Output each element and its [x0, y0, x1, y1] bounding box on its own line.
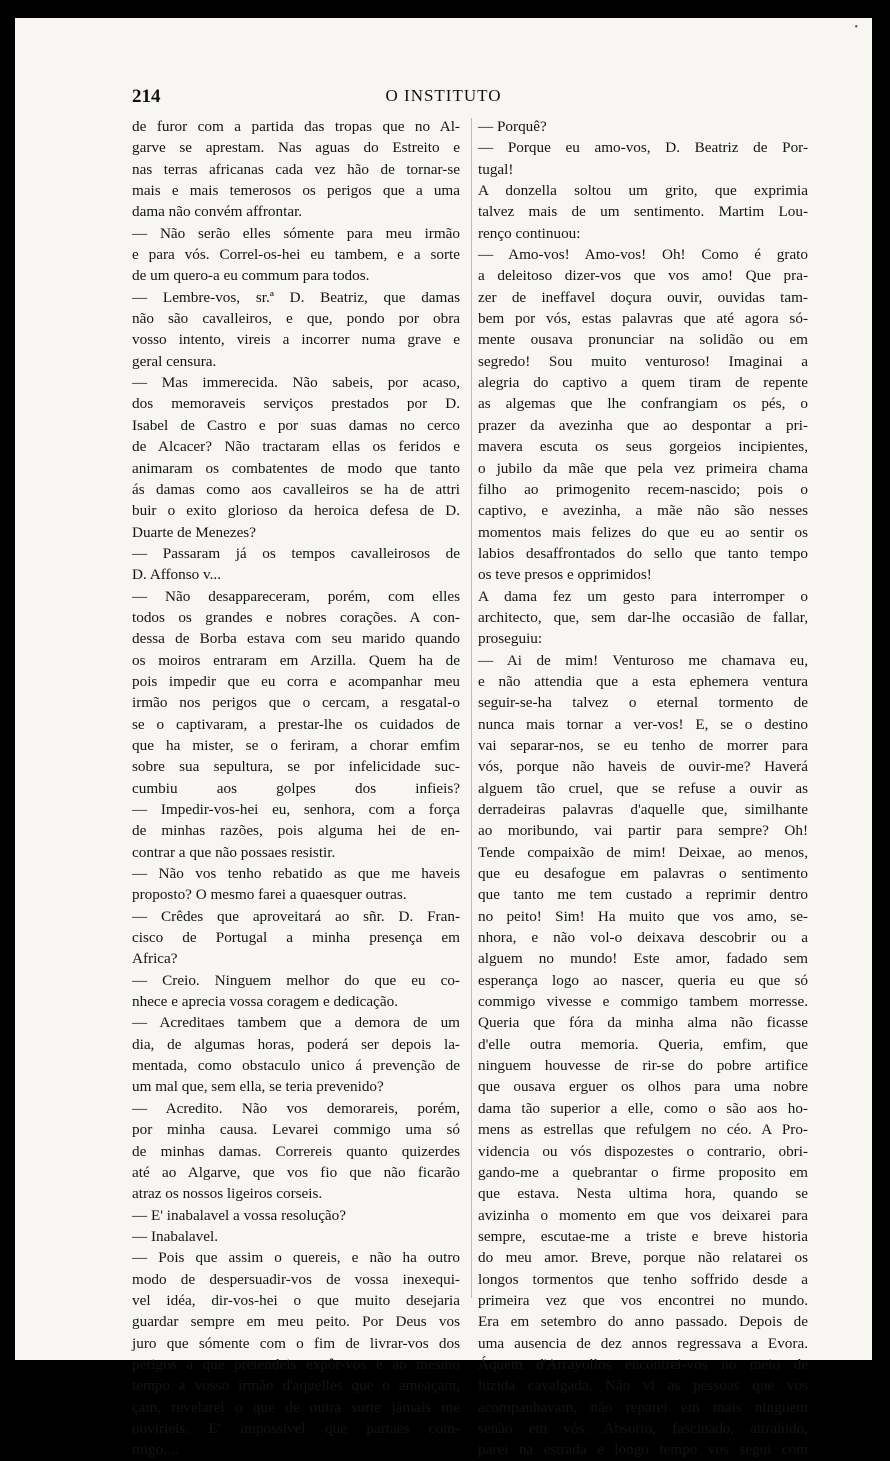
text-line: alguem no mundo! Este amor, fadado sem — [478, 950, 808, 968]
text-line: seguir-se-ha talvez o eternal tormento de — [478, 694, 808, 712]
text-line: se o captivaram, a prestar-lhe os cuidados de — [132, 715, 460, 733]
text-line: sobre sua sepultura, se por infelicidade suc- — [132, 758, 460, 776]
text-line: videncia ou vós dispozestes o contrario, obri- — [478, 1142, 808, 1160]
text-line: — Mas immerecida. Não sabeis, por acaso, — [132, 374, 460, 392]
text-line: que ha mister, se o feriram, a chorar emfim — [132, 736, 460, 754]
text-line: garve se aprestam. Nas aguas do Estreito e — [132, 139, 460, 157]
text-line: — Amo-vos! Amo-vos! Oh! Como é grato — [478, 246, 808, 264]
text-line: dama tão superior a elle, como o são aos ho- — [478, 1099, 808, 1117]
text-line: os moiros entraram em Arzilla. Quem ha de — [132, 651, 460, 669]
text-line: contrar a que não possaes resistir. — [132, 843, 336, 861]
text-line: ao moribundo, vai partir para sempre? Oh! — [478, 822, 808, 840]
text-line: irmão nos perigos que o cercam, a resgatal-o — [132, 694, 460, 712]
text-line: de um quero-a eu commum para todos. — [132, 267, 370, 285]
text-line: migo.... — [132, 1441, 179, 1459]
text-line: cisco de Portugal a minha presença em — [132, 929, 460, 947]
text-line: vós, porque não haveis de ouvir-me? Haverá — [478, 758, 808, 776]
text-line: — Passaram já os tempos cavalleirosos de — [132, 544, 460, 562]
text-line: não são cavalleiros, e que, pondo por obra — [132, 310, 460, 328]
text-line: Tende compaixão de mim! Deixae, ao menos, — [478, 843, 808, 861]
text-line: Isabel de Castro e por suas damas no cerco — [132, 416, 460, 434]
text-line: — Não vos tenho rebatido as que me haveis — [132, 865, 460, 883]
text-line: filho ao primogenito recem-nascido; pois o — [478, 480, 808, 498]
text-line: — E' inabalavel a vossa resolução? — [132, 1206, 347, 1224]
text-line: ouvirieis. E' impossivel que partaes com- — [132, 1419, 460, 1437]
text-line: vel idéa, dir-vos-hei o que muito desejaria — [132, 1291, 460, 1309]
text-line: de minhas damas. Correreis quanto quizerdes — [132, 1142, 460, 1160]
text-line: e para vós. Correl-os-hei eu tambem, e a sorte — [132, 246, 460, 264]
text-line: — Creio. Ninguem melhor do que eu co- — [132, 971, 460, 989]
text-line: atraz os nossos ligeiros corseis. — [132, 1185, 323, 1203]
text-line: dessa de Borba estava com seu marido quando — [132, 630, 460, 648]
text-line: guardar sempre em meu peito. Por Deus vos — [132, 1313, 460, 1331]
corner-mark: • — [854, 22, 858, 33]
text-line: d'elle outra memoria. Queria, emfim, que — [478, 1035, 808, 1053]
text-line: — Inabalavel. — [132, 1227, 219, 1245]
text-line: segredo! Sou muito venturoso! Imaginai a — [478, 352, 808, 370]
text-line: — Acreditaes tambem que a demora de um — [132, 1014, 460, 1032]
right-text-column — [478, 116, 808, 1461]
text-line: que estava. Nesta ultima hora, quando se — [478, 1185, 808, 1203]
text-line: mente ousava pronunciar na solidão ou em — [478, 331, 808, 349]
text-line: tempo a vosso irmão d'aquelles que o ameaçam, — [132, 1377, 460, 1395]
text-line: esperança logo ao nascer, queria eu que só — [478, 971, 808, 989]
text-line: Duarte de Menezes? — [132, 523, 256, 541]
text-line: dama não convém affrontar. — [132, 203, 303, 221]
text-line: D. Affonso v... — [132, 566, 222, 584]
text-line: çam, revelarei o que de outra sorte jámais me — [132, 1398, 460, 1416]
text-line: ninguem houvesse de rir-se do pobre artifice — [478, 1057, 808, 1075]
text-line: — Porquê? — [478, 118, 547, 135]
text-line: proposto? O mesmo farei a quaesquer outras. — [132, 886, 407, 904]
text-line: avizinha o momento em que vos deixarei para — [478, 1206, 808, 1224]
text-line: commigo vivesse e commigo tambem morresse. — [478, 993, 808, 1011]
text-line: prazer da avezinha que ao despontar a pri- — [478, 416, 808, 434]
text-line: mavera escuta os seus gorgeios incipientes, — [478, 438, 808, 456]
text-line: ás damas como aos cavalleiros se ha de attri — [132, 480, 460, 498]
text-line: gando-me a quebrantar o firme proposito em — [478, 1163, 808, 1181]
text-line: perigos a que pretendeis expôr-vos e ao mesmo — [132, 1355, 460, 1373]
text-line: animaram os combatentes de modo que tanto — [132, 459, 460, 477]
text-line: — Não serão elles sómente para meu irmão — [132, 224, 460, 242]
text-line: captivo, e avezinha, a mãe não são nesses — [478, 502, 808, 520]
text-line: acompanhavam, não reparei em mais ninguem — [478, 1398, 808, 1416]
text-line: no peito! Sim! Ha muito que vos amo, se- — [478, 907, 808, 925]
text-line: derradeiras palavras d'aquelle que, similhante — [478, 801, 808, 818]
text-line: mentada, como obstaculo unico á prevenção de — [132, 1057, 460, 1075]
text-line: alegria do captivo a quem tiram de repente — [478, 374, 808, 392]
text-line: o jubilo da mãe que pela vez primeira chama — [478, 459, 808, 477]
page-header — [15, 86, 872, 110]
text-line: modo de despersuadir-vos de vossa inexequi- — [132, 1270, 460, 1288]
text-line: nhora, e não vol-o deixava descobrir ou a — [478, 929, 808, 947]
text-line: pois impedir que eu corra e acompanhar meu — [132, 672, 460, 690]
text-line: architecto, que, sem dar-lhe occasião de fallar, — [478, 608, 808, 626]
text-line: talvez mais de um sentimento. Martim Lou- — [478, 203, 808, 221]
text-line: juro que sómente com o fim de livrar-vos dos — [132, 1334, 460, 1352]
text-line: de minhas razões, pois alguma hei de en- — [132, 822, 460, 840]
text-line: geral censura. — [132, 352, 217, 370]
text-line: sempre, escutae-me a triste e breve historia — [478, 1227, 808, 1245]
text-line: Africa? — [132, 950, 178, 968]
book-page — [15, 18, 872, 1459]
text-line: Áquem d'Arrayollos encontrei-vos no meio de — [478, 1355, 808, 1373]
text-line: dos memoraveis serviços prestados por D. — [132, 395, 460, 413]
text-line: — Porque eu amo-vos, D. Beatriz de Por- — [478, 139, 808, 157]
text-line: mais e mais temerosos os perigos que a uma — [132, 182, 460, 200]
text-line: alguem tão cruel, que se refuse a ouvir as — [478, 779, 808, 797]
text-line: renço continuou: — [478, 224, 581, 242]
text-line: zer de ineffavel doçura ouvir, ouvidas tam- — [478, 288, 808, 306]
running-title: O INSTITUTO — [385, 86, 502, 105]
text-line: momentos mais felizes do que eu ao sentir os — [478, 523, 808, 541]
text-line: nunca mais tornar a ver-vos! E, se o destino — [478, 715, 808, 733]
text-line: A dama fez um gesto para interromper o — [478, 587, 808, 605]
text-line: A donzella soltou um grito, que exprimia — [478, 182, 808, 200]
text-line: labios desaffrontados do sello que tanto tempo — [478, 544, 808, 562]
text-line: por minha causa. Levarei commigo uma só — [132, 1121, 460, 1139]
text-line: — Crêdes que aproveitará ao sñr. D. Fran- — [132, 907, 460, 925]
column-divider — [471, 118, 472, 1298]
text-line: todos os grandes e nobres corações. A con- — [132, 608, 460, 626]
text-line: um mal que, sem ella, se teria prevenido? — [132, 1078, 384, 1096]
text-line: dia, de algumas horas, poderá ser depois la- — [132, 1035, 460, 1053]
text-line: vai separar-nos, se eu tenho de morrer para — [478, 736, 808, 754]
text-line: parei na estrada e longo tempo vos segui com — [478, 1441, 808, 1459]
text-line: Queria que fóra da minha alma não ficasse — [478, 1014, 808, 1032]
text-line: vosso intento, vireis a incorrer numa grave e — [132, 331, 460, 349]
page-number: 214 — [132, 86, 161, 107]
text-line: — Acredito. Não vos demorareis, porém, — [132, 1099, 460, 1117]
text-line: — Ai de mim! Venturoso me chamava eu, — [478, 651, 808, 669]
text-line: — Impedir-vos-hei eu, senhora, com a força — [132, 801, 460, 818]
text-line: até ao Algarve, que vos fio que não ficarão — [132, 1163, 460, 1181]
text-line: as algemas que lhe confrangiam os pés, o — [478, 395, 808, 413]
text-line: luzida cavalgada. Não vi as pessoas que vos — [478, 1377, 808, 1395]
text-line: que tanto me tem custado a reprimir dentro — [478, 886, 808, 904]
text-line: os teve presos e opprimidos! — [478, 566, 652, 584]
text-line: senão em vós. Absorto, fascinado, attrahido, — [478, 1419, 808, 1437]
text-line: bem por vós, estas palavras que até agora só- — [478, 310, 808, 328]
text-line: a deleitoso dizer-vos que vos amo! Que pra- — [478, 267, 808, 285]
text-line: do meu amor. Breve, porque não relatarei os — [478, 1249, 808, 1267]
text-line: — Pois que assim o quereis, e não ha outro — [132, 1249, 460, 1267]
text-line: primeira vez que vos encontrei no mundo. — [478, 1291, 808, 1309]
text-line: proseguiu: — [478, 630, 543, 648]
text-line: — Lembre-vos, sr.ª D. Beatriz, que damas — [132, 288, 460, 306]
text-line: — Não desappareceram, porém, com elles — [132, 587, 460, 605]
text-line: buir o exito glorioso da heroica defesa de D. — [132, 502, 460, 520]
text-line: cumbiu aos golpes dos infieis? — [132, 779, 460, 797]
text-line: que ousava erguer os olhos para uma nobre — [478, 1078, 808, 1096]
text-line: nhece e aprecia vossa coragem e dedicação. — [132, 993, 399, 1011]
text-line: longos tormentos que tenho soffrido desde a — [478, 1270, 808, 1288]
text-line: uma ausencia de dez annos regressava a Evora. — [478, 1334, 808, 1352]
text-line: Era em setembro do anno passado. Depois de — [478, 1313, 808, 1331]
left-text-column — [132, 116, 460, 1461]
text-line: mens as estrellas que refulgem no céo. A Pro- — [478, 1121, 808, 1139]
text-line: de furor com a partida das tropas que no Al- — [132, 118, 460, 135]
text-line: tugal! — [478, 160, 514, 178]
text-line: que eu desafogue em palavras o sentimento — [478, 865, 808, 883]
text-line: nas terras africanas cada vez hão de tornar-se — [132, 160, 460, 178]
text-line: e não attendia que a esta ephemera ventura — [478, 672, 808, 690]
text-line: de Alcacer? Não tractaram ellas os feridos e — [132, 438, 460, 456]
